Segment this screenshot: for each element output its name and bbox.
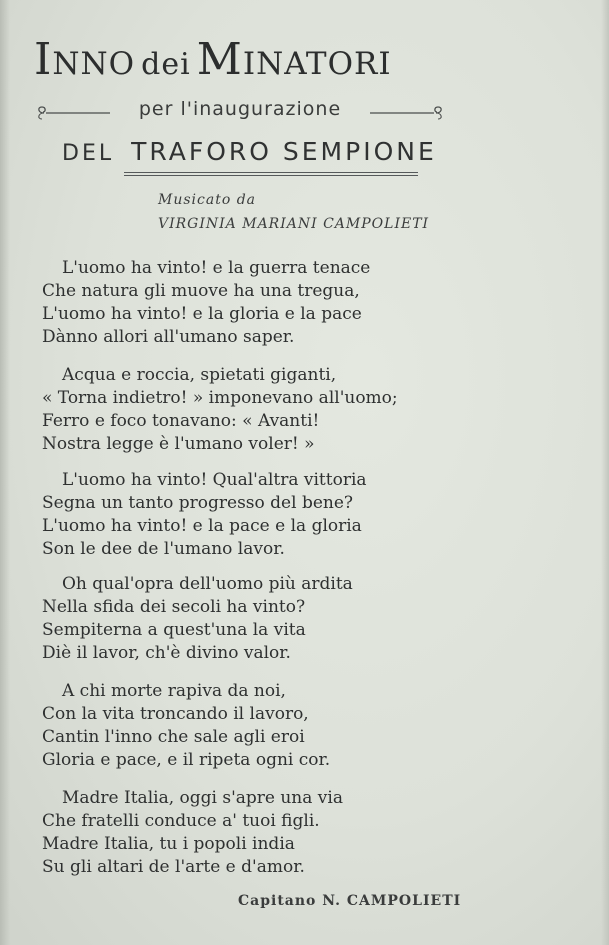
- scroll-ornament-right-icon: [370, 104, 446, 122]
- heading-prefix: DEL: [62, 141, 115, 166]
- verse-line: Nostra legge è l'umano voler! »: [42, 434, 315, 454]
- verse-line: Sempiterna a quest'una la vita: [42, 620, 306, 640]
- verse-line: Che natura gli muove ha una tregua,: [42, 281, 360, 301]
- verse-line: Son le dee de l'umano lavor.: [42, 539, 285, 559]
- stanza-5: [42, 680, 462, 772]
- verse-line: A chi morte rapiva da noi,: [62, 681, 286, 701]
- verse-line: Ferro e foco tonavano: « Avanti!: [42, 411, 320, 431]
- verse-line: Che fratelli conduce a' tuoi figli.: [42, 811, 320, 831]
- heading-main: TRAFORO SEMPIONE: [131, 137, 437, 166]
- verse-line: L'uomo ha vinto! Qual'altra vittoria: [62, 470, 367, 490]
- verse-line: Su gli altari de l'arte e d'amor.: [42, 857, 305, 877]
- stanza-3: [42, 469, 462, 561]
- heading-underline-2: [124, 175, 418, 176]
- verse-line: Oh qual'opra dell'uomo più ardita: [62, 574, 353, 594]
- verse-line: L'uomo ha vinto! e la guerra tenace: [62, 258, 371, 278]
- composer-credit-label: Musicato da: [158, 192, 257, 208]
- stanza-6: [42, 787, 462, 879]
- page-title: [34, 34, 454, 87]
- verse-line: Acqua e roccia, spietati giganti,: [62, 365, 337, 385]
- verse-line: « Torna indietro! » imponevano all'uomo;: [42, 388, 398, 408]
- author-signature: Capitano N. CAMPOLIETI: [238, 893, 462, 909]
- verse-line: Segna un tanto progresso del bene?: [42, 493, 354, 513]
- stanza-4: [42, 573, 462, 665]
- heading-traforo: [62, 137, 442, 166]
- verse-line: Diè il lavor, ch'è divino valor.: [42, 643, 291, 663]
- title-word-minatori: Minatori: [196, 34, 392, 85]
- subtitle-text: per l'inaugurazione: [138, 98, 342, 120]
- verse-line: Cantin l'inno che sale agli eroi: [42, 727, 305, 747]
- heading-underline-1: [124, 172, 418, 173]
- verse-line: L'uomo ha vinto! e la gloria e la pace: [42, 304, 362, 324]
- verse-line: Madre Italia, oggi s'apre una via: [62, 788, 343, 808]
- composer-name: VIRGINIA MARIANI CAMPOLIETI: [158, 216, 430, 232]
- stanza-2: [42, 364, 462, 456]
- verse-line: Gloria e pace, e il ripeta ogni cor.: [42, 750, 331, 770]
- paper-edge-right: [601, 0, 609, 945]
- title-word-inno: Inno: [34, 34, 136, 85]
- verse-line: Con la vita troncando il lavoro,: [42, 704, 309, 724]
- verse-line: L'uomo ha vinto! e la pace e la gloria: [42, 516, 362, 536]
- verse-line: Dànno allori all'umano saper.: [42, 327, 295, 347]
- verse-line: Nella sfida dei secoli ha vinto?: [42, 597, 306, 617]
- stanza-1: [42, 257, 462, 349]
- paper-edge-left: [0, 0, 10, 945]
- subtitle-row: [34, 98, 446, 126]
- title-word-dei: dei: [141, 47, 191, 82]
- verse-line: Madre Italia, tu i popoli india: [42, 834, 295, 854]
